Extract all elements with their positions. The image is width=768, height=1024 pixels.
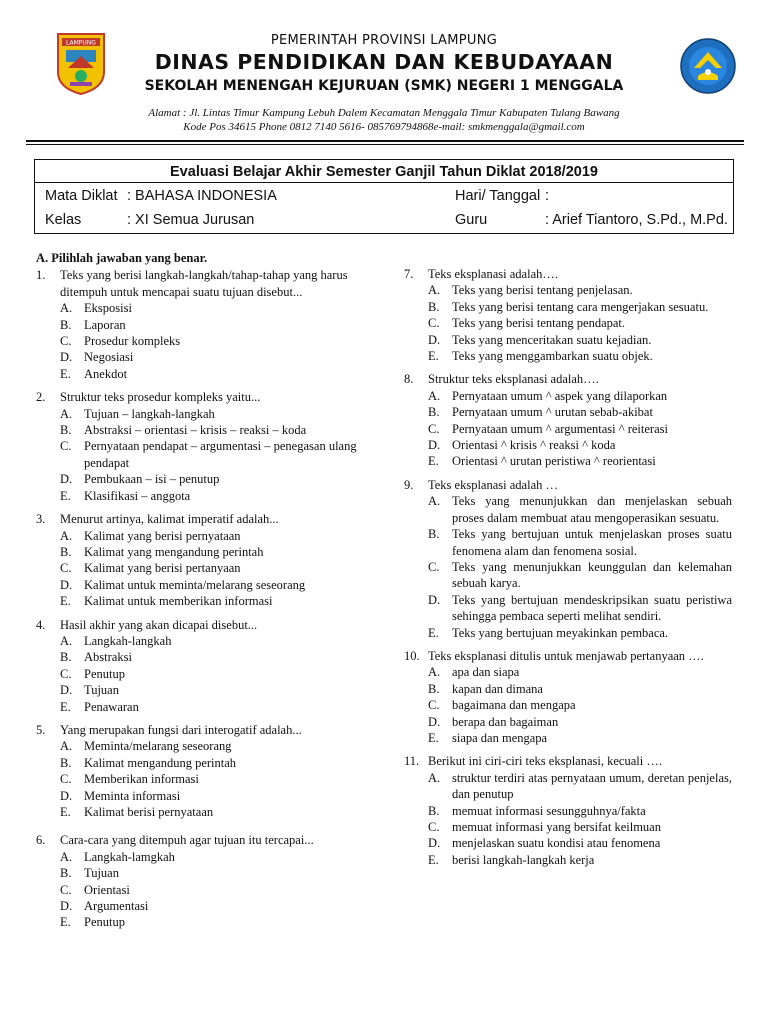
question-stem [36,511,372,527]
address-line-2: Kode Pos 34615 Phone 0812 7140 5616- 085769794868e-mail: smkmenggala@gmail.com [183,121,585,133]
option-text: Teks yang menceritakan suatu kejadian. [452,332,652,347]
answer-option [428,282,732,298]
option-letter: C. [60,772,72,787]
answer-option [60,633,372,649]
option-text: Teks yang berisi tentang cara mengerjakan sesuatu. [452,299,709,314]
answer-option [428,681,732,697]
answer-option [428,404,732,420]
answer-option [60,300,372,316]
answer-option [428,315,732,331]
answer-option [428,453,732,469]
option-text: Negosiasi [84,350,134,365]
option-text: Memberikan informasi [84,772,199,787]
option-text: Teks yang berisi tentang pendapat. [452,316,626,331]
question-block [36,722,372,820]
option-letter: E. [428,454,439,469]
question-block [36,617,372,715]
question-number: 10. [404,648,420,663]
question-stem [404,266,732,282]
option-letter: D. [428,332,441,347]
option-text: Orientasi [84,882,130,897]
option-letter: E. [60,594,71,609]
option-text: memuat informasi yang bersifat keilmuan [452,820,661,834]
logo-left-text: LAMPUNG [66,39,96,47]
answer-option [428,437,732,453]
answer-option [60,488,372,504]
question-stem [404,648,732,664]
option-letter: A. [60,301,73,316]
answer-option [428,770,732,803]
subject-value: : BAHASA INDONESIA [127,188,277,204]
question-block [404,371,732,469]
question-text: Teks yang berisi langkah-langkah/tahap-tahap yang harus ditempuh untuk mencapai suatu tujuan disebut... [60,268,348,299]
option-text: Langkah-lamgkah [84,849,175,864]
teacher-label: Guru [455,212,488,228]
answer-option [60,682,372,698]
question-number: 11. [404,754,420,769]
option-text: Teks yang bertujuan untuk menjelaskan proses suatu fenomena alam dan fenomena sosial. [452,527,732,558]
question-block [36,832,372,930]
question-text: Hasil akhir yang akan dicapai disebut... [60,617,258,632]
answer-option [60,333,372,349]
option-text: Kalimat yang mengandung perintah [84,544,264,559]
option-letter: B. [60,423,72,438]
answer-option [428,819,732,835]
option-letter: D. [428,592,441,607]
option-letter: D. [60,683,73,698]
option-text: Kalimat mengandung perintah [84,755,237,770]
class-value: : XI Semua Jurusan [127,212,255,228]
option-letter: B. [60,866,72,881]
answer-option [60,898,372,914]
option-letter: A. [428,665,441,680]
option-letter: D. [428,438,441,453]
option-letter: A. [428,388,441,403]
question-stem [36,267,372,300]
government-name: PEMERINTAH PROVINSI LAMPUNG [270,33,498,48]
answer-option [60,366,372,382]
option-letter: A. [60,406,73,421]
option-letter: B. [428,803,440,818]
question-block [404,266,732,364]
question-text: Struktur teks eksplanasi adalah…. [428,372,599,387]
option-letter: D. [60,577,73,592]
option-letter: A. [60,528,73,543]
option-text: Kalimat untuk meminta/melarang seseorang [84,577,306,592]
option-text: Langkah-langkah [84,633,172,648]
answer-option [60,349,372,365]
option-text: Pernyataan umum ^ urutan sebab-akibat [452,405,653,420]
option-text: Pernyataan umum ^ aspek yang dilaporkan [452,388,668,403]
exam-info-box [34,159,734,234]
questions-left-column [36,250,372,938]
answer-option [428,526,732,559]
option-letter: B. [428,405,440,420]
question-text: Struktur teks prosedur kompleks yaitu... [60,390,261,405]
answer-option [428,835,732,851]
question-text: Menurut artinya, kalimat imperatif adalah... [60,512,279,527]
answer-option [60,560,372,576]
option-letter: C. [60,439,72,454]
question-text: Berikut ini ciri-ciri teks eksplanasi, kecuali …. [428,754,662,769]
answer-option [428,388,732,404]
address-line-1: Alamat : Jl. Lintas Timur Kampung Lebuh Dalem Kecamatan Menggala Timur Kabupaten Tulang Bawang [148,107,620,119]
answer-option [60,882,372,898]
option-text: Meminta/melarang seseorang [84,739,232,754]
question-stem [404,477,732,493]
option-letter: D. [428,714,441,729]
option-letter: E. [60,805,71,819]
answer-option [428,559,732,592]
question-number: 1. [36,268,46,283]
answer-option [60,865,372,881]
option-letter: E. [428,625,439,640]
answer-option [60,699,372,715]
option-text: Kalimat yang berisi pertanyaan [84,561,241,576]
option-text: bagaimana dan mengapa [452,698,576,713]
letterhead [0,0,768,140]
option-letter: A. [60,633,73,648]
option-text: Abstraksi [84,650,132,665]
header-rule-thin [26,144,744,145]
option-letter: C. [428,316,440,331]
answer-option [428,299,732,315]
option-text: Teks yang menunjukkan keunggulan dan kelemahan sebuah karya. [452,559,732,591]
option-text: kapan dan dimana [452,681,543,696]
answer-option [60,528,372,544]
option-text: berapa dan bagaiman [452,714,559,729]
exam-title: Evaluasi Belajar Akhir Semester Ganjil Tahun Diklat 2018/2019 [170,164,598,180]
answer-option [428,730,732,746]
option-text: Kalimat yang berisi pernyataan [84,528,241,543]
question-stem [36,832,372,848]
option-letter: E. [60,366,71,381]
answer-option [60,649,372,665]
section-title: A. Pilihlah jawaban yang benar. [36,251,208,265]
option-letter: A. [428,494,441,509]
option-letter: C. [60,882,72,897]
option-text: struktur terdiri atas pernyataan umum, deretan penjelas, dan penutup [452,770,732,802]
class-label: Kelas [45,212,82,228]
question-block [36,389,372,504]
option-letter: E. [60,915,71,930]
exam-info-divider [35,182,733,183]
option-text: Abstraksi – orientasi – krisis – reaksi – koda [84,423,307,438]
question-number: 2. [36,390,46,405]
department-name: DINAS PENDIDIKAN DAN KEBUDAYAAN [154,50,614,74]
option-letter: C. [60,666,72,681]
question-block [36,267,372,382]
question-text: Teks eksplanasi adalah…. [428,267,558,281]
answer-option [428,592,732,625]
answer-option [428,714,732,730]
option-letter: C. [428,820,440,834]
answer-option [60,406,372,422]
option-text: memuat informasi sesungguhnya/fakta [452,803,646,818]
option-letter: D. [60,472,73,487]
answer-option [428,332,732,348]
school-name: SEKOLAH MENENGAH KEJURUAN (SMK) NEGERI 1 MENGGALA [144,78,624,94]
question-text: Teks eksplanasi adalah … [428,477,558,492]
left-question-list [36,267,372,930]
date-label: Hari/ Tanggal [455,188,541,204]
answer-option [428,625,732,641]
option-letter: D. [60,788,73,803]
teacher-value: : Arief Tiantoro, S.Pd., M.Pd. [545,212,728,228]
option-letter: A. [60,739,73,754]
answer-option [60,666,372,682]
option-letter: C. [60,561,72,576]
answer-option [60,317,372,333]
option-text: Pernyataan pendapat – argumentasi – penegasan ulang pendapat [84,439,357,470]
option-letter: B. [60,544,72,559]
option-letter: A. [428,283,441,298]
option-text: Teks yang menggambarkan suatu objek. [452,349,653,364]
answer-option [428,421,732,437]
option-text: Orientasi ^ urutan peristiwa ^ reorientasi [452,454,656,469]
question-number: 5. [36,722,46,737]
option-letter: D. [60,350,73,365]
question-block [404,753,732,868]
question-text: Yang merupakan fungsi dari interogatif adalah... [60,722,302,737]
option-text: Tujuan – langkah-langkah [84,406,215,421]
question-text: Cara-cara yang ditempuh agar tujuan itu tercapai... [60,833,314,848]
answer-option [60,788,372,804]
option-letter: A. [428,770,441,785]
option-text: Tujuan [84,866,119,881]
subject-label: Mata Diklat [45,188,118,204]
option-letter: E. [60,699,71,714]
question-number: 6. [36,833,46,848]
option-text: Penutup [84,915,125,930]
option-text: Tujuan [84,683,119,698]
questions-right-column [404,266,732,875]
header-rule-thick [26,140,744,142]
option-text: Orientasi ^ krisis ^ reaksi ^ koda [452,438,616,453]
question-stem [36,617,372,633]
answer-option [428,348,732,364]
answer-option [60,593,372,609]
question-stem [404,753,732,769]
right-question-list [404,266,732,868]
answer-option [60,804,372,820]
option-letter: B. [60,317,72,332]
option-letter: B. [428,527,440,542]
option-text: Kalimat berisi pernyataan [84,805,214,819]
option-text: Teks yang berisi tentang penjelasan. [452,283,633,298]
question-number: 3. [36,512,46,527]
option-letter: C. [60,334,72,349]
option-letter: D. [60,899,73,914]
option-text: Pembukaan – isi – penutup [84,472,220,487]
option-letter: C. [428,698,440,713]
option-text: Prosedur kompleks [84,334,181,349]
tut-wuri-handayani-logo [680,38,736,94]
question-number: 9. [404,477,414,492]
option-letter: E. [60,488,71,503]
answer-option [60,755,372,771]
option-text: menjelaskan suatu kondisi atau fenomena [452,836,661,851]
option-text: siapa dan mengapa [452,730,548,745]
answer-option [428,493,732,526]
option-text: Teks yang bertujuan meyakinkan pembaca. [452,625,669,640]
option-text: Argumentasi [84,899,149,914]
question-stem [36,722,372,738]
option-text: Teks yang menunjukkan dan menjelaskan sebuah proses dalam membuat atau mengoperasikan sesuatu. [452,494,732,525]
answer-option [428,852,732,868]
question-text: Teks eksplanasi ditulis untuk menjawab pertanyaan …. [428,648,704,663]
answer-option [60,849,372,865]
answer-option [60,914,372,930]
question-number: 4. [36,617,46,632]
answer-option [428,803,732,819]
option-text: Penawaran [84,699,139,714]
option-letter: B. [428,299,440,314]
question-block [404,648,732,746]
option-text: berisi langkah-langkah kerja [452,852,595,867]
option-text: Klasifikasi – anggota [84,488,191,503]
option-text: Pernyataan umum ^ argumentasi ^ reiterasi [452,421,668,436]
question-stem [36,389,372,405]
answer-option [428,697,732,713]
answer-option [60,544,372,560]
option-letter: B. [60,755,72,770]
option-text: Laporan [84,317,126,332]
option-letter: B. [428,681,440,696]
option-text: Kalimat untuk memberikan informasi [84,594,273,609]
option-letter: A. [60,849,73,864]
question-block [36,511,372,609]
question-block [404,477,732,641]
option-text: Eksposisi [84,301,132,316]
answer-option [428,664,732,680]
option-letter: E. [428,349,439,364]
answer-option [60,738,372,754]
answer-option [60,771,372,787]
answer-option [60,471,372,487]
option-letter: E. [428,852,439,867]
answer-option [60,438,372,471]
question-number: 7. [404,267,414,281]
question-number: 8. [404,372,414,387]
question-stem [404,371,732,387]
option-text: Teks yang bertujuan mendeskripsikan suatu peristiwa sehingga pembaca seperti melihat sendiri. [452,592,732,624]
option-letter: B. [60,650,72,665]
option-letter: E. [428,730,439,745]
option-letter: C. [428,559,440,574]
option-letter: C. [428,421,440,436]
option-text: apa dan siapa [452,665,520,680]
option-letter: D. [428,836,441,851]
option-text: Meminta informasi [84,788,181,803]
option-text: Anekdot [84,366,128,381]
option-text: Penutup [84,666,125,681]
answer-option [60,577,372,593]
answer-option [60,422,372,438]
date-value: : [545,188,550,204]
